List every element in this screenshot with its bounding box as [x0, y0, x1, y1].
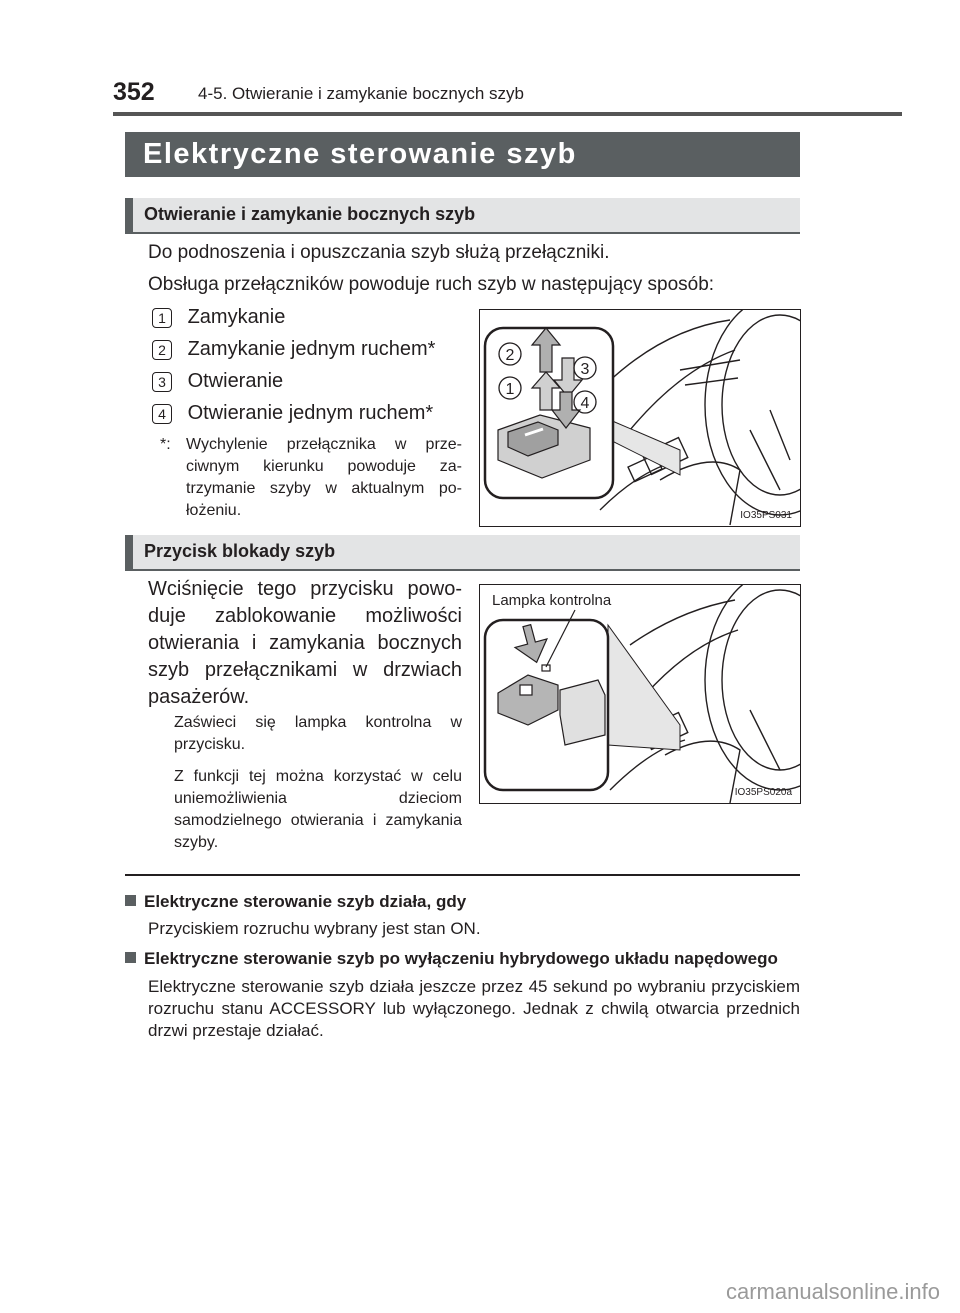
chapter-title: 4-5. Otwieranie i zamykanie bocznych szyb: [198, 84, 524, 103]
subheading-text: Otwieranie i zamykanie bocznych szyb: [144, 204, 476, 224]
page-title: Elektryczne sterowanie szyb: [143, 138, 577, 170]
subheading-window-lock: [125, 535, 800, 571]
figure-lock-button: [479, 584, 801, 804]
indicator-lamp-label: Lampka kontrolna: [492, 592, 612, 609]
notes-divider: [125, 874, 800, 876]
figure-code: IO35PS020a: [734, 787, 792, 798]
page-number: 352: [113, 78, 155, 106]
list-item: 3 Otwieranie: [152, 370, 283, 393]
lock-button-illustration: [480, 585, 800, 803]
figure-code: IO35PS031: [740, 510, 792, 521]
watermark: carmanualsonline.info: [725, 1279, 940, 1304]
subheading-text: Przycisk blokady szyb: [144, 541, 336, 561]
figure-window-switch: [479, 309, 801, 527]
lock-description: Wciśnięcie tego przycisku powoduje zablokowanie możliwości otwierania i zamykania bocznych szyb przełącznikami w drzwiach pasażerów.: [148, 578, 462, 708]
step-number-icon: 1: [152, 308, 172, 328]
list-item: 1 Zamykanie: [152, 306, 285, 329]
note-block: Elektryczne sterowanie szyb po wyłączeniu hybrydowego układu napędowego Elektryczne sterowanie szyb działa jeszcze przez 45 sekund po wybraniu przyciskiem rozruchu stanu ACCESSORY lub wyłączonego. Jednak z chwilą otwarcia przednich drzwi przestaje działać.: [125, 948, 800, 1042]
footnote: *: Wychylenie przełącznika w przeciwnym kierunku powoduje zatrzymanie szyby w aktualnym położeniu.: [160, 436, 462, 519]
lock-note-lamp: Zaświeci się lampka kontrolna w przycisku.: [174, 714, 462, 753]
window-switch-illustration: [480, 310, 800, 526]
note-block: Elektryczne sterowanie szyb działa, gdy Przyciskiem rozruchu wybrany jest stan ON.: [125, 892, 800, 940]
square-bullet-icon: [125, 952, 136, 963]
list-item: 4 Otwieranie jednym ruchem*: [152, 402, 433, 425]
callout-2: 2: [505, 347, 515, 364]
section-title-band: [125, 132, 800, 177]
list-item: 2 Zamykanie jednym ruchem*: [152, 338, 435, 361]
lock-note-children: Z funkcji tej można korzystać w celu uniemożliwienia dzieciom samodzielnego otwierania i zamykania szyby.: [174, 768, 462, 851]
step-number-icon: 2: [152, 340, 172, 360]
step-number-icon: 3: [152, 372, 172, 392]
callout-4: 4: [580, 395, 590, 412]
header-rule: [113, 112, 902, 116]
square-bullet-icon: [125, 895, 136, 906]
intro-paragraph-2: Obsługa przełączników powoduje ruch szyb w następujący sposób:: [148, 274, 715, 295]
step-number-icon: 4: [152, 404, 172, 424]
callout-3: 3: [580, 361, 590, 378]
callout-1: 1: [505, 381, 515, 398]
intro-paragraph: Do podnoszenia i opuszczania szyb służą przełączniki.: [148, 242, 610, 263]
subheading-side-windows: [125, 198, 800, 234]
